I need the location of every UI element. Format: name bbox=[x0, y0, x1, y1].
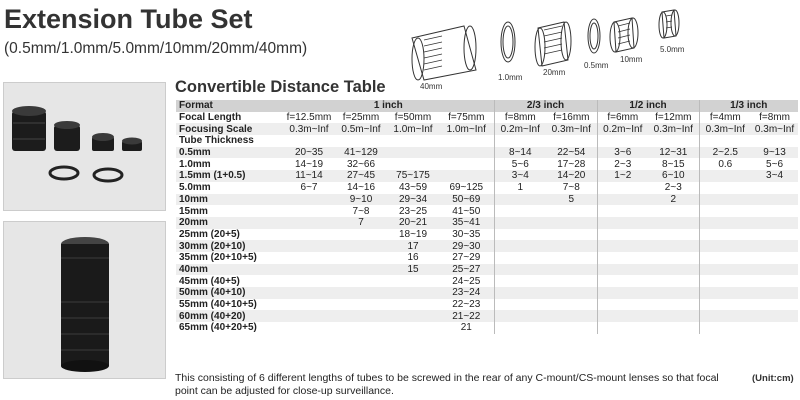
table-cell bbox=[648, 322, 699, 334]
table-cell bbox=[751, 264, 798, 276]
table-cell bbox=[283, 322, 335, 334]
tube-20mm-drawing bbox=[535, 22, 571, 66]
tube-thickness-label: Tube Thickness bbox=[179, 135, 254, 147]
table-cell bbox=[283, 205, 335, 217]
table-cell: 20~21 bbox=[387, 217, 439, 229]
table-row bbox=[176, 217, 798, 229]
table-cell: 30~35 bbox=[452, 228, 481, 240]
table-cell bbox=[283, 299, 335, 311]
table-cell bbox=[335, 229, 387, 241]
table-cell bbox=[597, 229, 648, 241]
focusing-scale-cell: 0.3m~Inf bbox=[751, 123, 798, 135]
table-row bbox=[176, 147, 798, 159]
table-cell: 5 bbox=[546, 194, 597, 206]
table-cell bbox=[494, 194, 546, 206]
table-cell bbox=[494, 299, 546, 311]
product-photo-assembled-tube bbox=[3, 221, 166, 379]
table-cell: 12~31 bbox=[648, 147, 699, 159]
table-cell bbox=[751, 275, 798, 287]
table-cell: 2 bbox=[648, 194, 699, 206]
row-label: 35mm (20+10+5) bbox=[179, 252, 257, 264]
table-cell: 25~27 bbox=[439, 264, 494, 276]
table-cell bbox=[335, 264, 387, 276]
unit-label: (Unit:cm) bbox=[752, 373, 794, 384]
table-cell bbox=[597, 240, 648, 252]
focal-length-cell: f=25mm bbox=[342, 112, 380, 124]
table-cell: 7 bbox=[335, 217, 387, 229]
table-row bbox=[176, 205, 798, 217]
table-cell: 2~2.5 bbox=[699, 147, 751, 159]
table-cell bbox=[546, 240, 597, 252]
table-cell: 23~25 bbox=[398, 205, 428, 217]
table-cell bbox=[597, 182, 648, 194]
table-cell bbox=[597, 275, 648, 287]
table-cell: 17 bbox=[387, 240, 439, 252]
table-cell bbox=[699, 240, 751, 252]
diagram-label: 5.0mm bbox=[660, 45, 685, 54]
format-group: 1 inch bbox=[283, 100, 494, 112]
table-cell bbox=[648, 229, 699, 241]
table-cell: 20~35 bbox=[283, 147, 335, 159]
table-cell bbox=[335, 287, 387, 299]
table-row bbox=[176, 240, 798, 252]
table-cell bbox=[546, 322, 597, 334]
tube-image bbox=[122, 138, 142, 152]
table-cell: 3~4 bbox=[751, 170, 798, 182]
table-cell: 29~34 bbox=[387, 194, 439, 206]
table-cell bbox=[387, 299, 439, 311]
table-cell bbox=[387, 275, 439, 287]
table-cell bbox=[283, 217, 335, 229]
table-cell bbox=[546, 217, 597, 229]
table-cell bbox=[546, 205, 597, 217]
table-cell bbox=[699, 229, 751, 241]
table-cell: 14~16 bbox=[346, 182, 376, 194]
table-cell bbox=[439, 158, 494, 170]
table-cell bbox=[699, 275, 751, 287]
page-title: Extension Tube Set bbox=[4, 4, 253, 34]
table-title: Convertible Distance Table bbox=[175, 78, 386, 96]
table-cell bbox=[283, 229, 335, 241]
table-cell: 5~6 bbox=[766, 158, 784, 170]
table-cell: 32~66 bbox=[346, 158, 376, 170]
table-row bbox=[176, 158, 798, 170]
tube-size-diagram bbox=[398, 0, 800, 90]
table-cell bbox=[751, 310, 798, 322]
table-cell bbox=[699, 205, 751, 217]
table-cell: 1~2 bbox=[597, 170, 648, 182]
table-cell bbox=[751, 287, 798, 299]
format-group: 1/2 inch bbox=[597, 100, 699, 112]
table-cell bbox=[699, 287, 751, 299]
table-row bbox=[176, 194, 798, 206]
row-label: 0.5mm bbox=[176, 147, 283, 159]
product-photo-tube-set bbox=[3, 82, 166, 211]
table-cell bbox=[283, 287, 335, 299]
table-cell bbox=[597, 322, 648, 334]
focusing-scale-label: Focusing Scale bbox=[176, 123, 283, 135]
table-cell bbox=[751, 182, 798, 194]
table-cell bbox=[494, 310, 546, 322]
table-cell: 6~7 bbox=[300, 182, 318, 194]
focusing-scale-cell: 0.5m~Inf bbox=[335, 123, 387, 135]
table-cell bbox=[597, 205, 648, 217]
table-cell: 17~28 bbox=[557, 158, 586, 170]
table-cell: 43~59 bbox=[398, 182, 428, 194]
table-cell bbox=[283, 310, 335, 322]
table-cell bbox=[597, 194, 648, 206]
table-cell bbox=[546, 264, 597, 276]
table-cell bbox=[283, 252, 335, 264]
table-cell: 22~23 bbox=[452, 299, 481, 311]
table-cell bbox=[335, 299, 387, 311]
focal-length-cell: f=6mm bbox=[597, 112, 648, 124]
table-row bbox=[176, 264, 798, 276]
table-cell bbox=[751, 194, 798, 206]
table-cell bbox=[546, 310, 597, 322]
table-cell bbox=[751, 322, 798, 334]
format-group: 1/3 inch bbox=[699, 100, 798, 112]
diagram-label: 0.5mm bbox=[584, 61, 609, 70]
diagram-label: 10mm bbox=[620, 55, 643, 64]
tube-image bbox=[92, 133, 114, 151]
focal-length-cell: f=8mm bbox=[494, 112, 546, 124]
table-cell bbox=[699, 217, 751, 229]
table-cell bbox=[387, 147, 439, 159]
table-cell: 50~69 bbox=[439, 194, 494, 206]
table-row bbox=[176, 229, 798, 241]
table-cell bbox=[494, 264, 546, 276]
page-subtitle: (0.5mm/1.0mm/5.0mm/10mm/20mm/40mm) bbox=[4, 40, 308, 57]
table-cell bbox=[494, 217, 546, 229]
table-cell: 24~25 bbox=[452, 275, 481, 287]
table-cell: 14~20 bbox=[546, 170, 597, 182]
diagram-label: 40mm bbox=[420, 82, 443, 90]
table-cell bbox=[439, 147, 494, 159]
table-cell: 7~8 bbox=[562, 182, 580, 194]
table-cell bbox=[699, 322, 751, 334]
table-cell bbox=[335, 252, 387, 264]
focusing-scale-cell: 1.0m~Inf bbox=[387, 123, 439, 135]
focusing-scale-cell: 1.0m~Inf bbox=[439, 123, 494, 135]
table-cell bbox=[751, 205, 798, 217]
focusing-scale-cell: 0.3m~Inf bbox=[648, 123, 699, 135]
format-label: Format bbox=[176, 100, 283, 112]
table-cell bbox=[648, 299, 699, 311]
table-cell: 5~6 bbox=[494, 158, 546, 170]
table-cell: 69~125 bbox=[449, 182, 484, 194]
focal-length-cell: f=4mm bbox=[699, 112, 751, 124]
table-cell: 0.6 bbox=[699, 158, 751, 170]
ring-1mm-drawing bbox=[501, 22, 515, 62]
row-label: 55mm (40+10+5) bbox=[179, 299, 257, 311]
table-cell bbox=[283, 240, 335, 252]
table-cell: 6~10 bbox=[648, 170, 699, 182]
table-cell bbox=[751, 229, 798, 241]
table-cell bbox=[751, 217, 798, 229]
focal-length-cell: f=8mm bbox=[759, 112, 790, 124]
table-cell bbox=[648, 252, 699, 264]
row-label: 40mm bbox=[176, 264, 283, 276]
table-cell bbox=[648, 240, 699, 252]
table-cell bbox=[283, 275, 335, 287]
focal-length-cell: f=50mm bbox=[394, 112, 432, 124]
table-cell: 22~54 bbox=[546, 147, 597, 159]
format-group: 2/3 inch bbox=[494, 100, 597, 112]
table-cell bbox=[648, 217, 699, 229]
table-cell: 23~24 bbox=[439, 287, 494, 299]
table-cell bbox=[335, 240, 387, 252]
table-cell bbox=[597, 287, 648, 299]
focal-length-cell: f=16mm bbox=[553, 112, 590, 124]
table-cell: 9~10 bbox=[335, 194, 387, 206]
table-cell: 27~45 bbox=[335, 170, 387, 182]
table-cell bbox=[283, 264, 335, 276]
table-cell: 7~8 bbox=[352, 205, 370, 217]
table-cell bbox=[387, 287, 439, 299]
row-label: 45mm (40+5) bbox=[179, 275, 240, 287]
table-cell bbox=[546, 229, 597, 241]
row-label: 60mm (40+20) bbox=[176, 310, 283, 322]
row-label: 1.5mm (1+0.5) bbox=[176, 170, 283, 182]
tube-image bbox=[12, 106, 46, 151]
table-cell bbox=[494, 322, 546, 334]
focal-length-cell: f=75mm bbox=[448, 112, 485, 124]
focusing-scale-row bbox=[176, 123, 798, 135]
table-cell bbox=[751, 252, 798, 264]
focal-length-row bbox=[176, 112, 798, 124]
row-label: 10mm bbox=[176, 194, 283, 206]
row-label: 65mm (40+20+5) bbox=[179, 322, 257, 334]
table-cell: 29~30 bbox=[439, 240, 494, 252]
table-cell: 9~13 bbox=[751, 147, 798, 159]
table-row bbox=[176, 310, 798, 322]
table-cell: 35~41 bbox=[439, 217, 494, 229]
table-cell bbox=[699, 299, 751, 311]
focusing-scale-cell: 0.3m~Inf bbox=[699, 123, 751, 135]
table-cell bbox=[494, 252, 546, 264]
table-cell bbox=[648, 275, 699, 287]
format-row bbox=[176, 100, 798, 112]
table-cell: 3~6 bbox=[597, 147, 648, 159]
table-cell bbox=[648, 310, 699, 322]
table-cell bbox=[387, 322, 439, 334]
table-cell bbox=[546, 287, 597, 299]
table-cell bbox=[335, 275, 387, 287]
ring-05mm-drawing bbox=[588, 19, 600, 53]
distance-table bbox=[176, 100, 798, 334]
table-cell bbox=[546, 299, 597, 311]
table-cell: 11~14 bbox=[283, 170, 335, 182]
table-row bbox=[176, 252, 798, 264]
table-cell bbox=[751, 299, 798, 311]
tube-thickness-row bbox=[176, 135, 798, 147]
row-label: 20mm bbox=[176, 217, 283, 229]
footnote: This consisting of 6 different lengths of tubes to be screwed in the rear of any C-mount/CS-mount lenses so that focal point can be adjusted for close-up surveillance. bbox=[175, 372, 719, 397]
table-cell: 8~15 bbox=[662, 158, 685, 170]
table-cell bbox=[387, 310, 439, 322]
table-cell bbox=[546, 275, 597, 287]
table-row bbox=[176, 287, 798, 299]
table-cell bbox=[699, 194, 751, 206]
table-row bbox=[176, 299, 798, 311]
table-cell: 21 bbox=[460, 322, 472, 334]
table-cell bbox=[546, 252, 597, 264]
table-cell bbox=[597, 252, 648, 264]
table-cell bbox=[597, 310, 648, 322]
table-cell bbox=[494, 205, 546, 217]
table-cell: 2~3 bbox=[597, 158, 648, 170]
focusing-scale-cell: 0.3m~Inf bbox=[283, 123, 335, 135]
table-cell bbox=[283, 194, 335, 206]
table-cell: 75~175 bbox=[387, 170, 439, 182]
table-cell: 14~19 bbox=[294, 158, 324, 170]
row-label: 30mm (20+10) bbox=[176, 240, 283, 252]
table-cell bbox=[648, 287, 699, 299]
table-row bbox=[176, 182, 798, 194]
focal-length-cell: f=12.5mm bbox=[286, 112, 332, 124]
focusing-scale-cell: 0.2m~Inf bbox=[494, 123, 546, 135]
row-label: 5.0mm bbox=[179, 182, 211, 194]
table-cell bbox=[597, 264, 648, 276]
table-row bbox=[176, 275, 798, 287]
table-cell bbox=[699, 170, 751, 182]
table-cell bbox=[699, 310, 751, 322]
table-cell bbox=[751, 240, 798, 252]
table-row bbox=[176, 322, 798, 334]
row-label: 50mm (40+10) bbox=[176, 287, 283, 299]
table-cell: 21~22 bbox=[439, 310, 494, 322]
table-cell: 16 bbox=[407, 252, 419, 264]
table-row bbox=[176, 170, 798, 182]
table-cell: 3~4 bbox=[494, 170, 546, 182]
focal-length-label: Focal Length bbox=[179, 112, 242, 124]
table-cell: 41~129 bbox=[335, 147, 387, 159]
assembled-tube-image bbox=[61, 237, 109, 372]
table-cell bbox=[494, 229, 546, 241]
table-cell bbox=[439, 170, 494, 182]
focusing-scale-cell: 0.3m~Inf bbox=[546, 123, 597, 135]
table-cell bbox=[699, 264, 751, 276]
focal-length-cell: f=12mm bbox=[655, 112, 692, 124]
table-cell bbox=[494, 275, 546, 287]
table-cell bbox=[335, 310, 387, 322]
table-cell: 15 bbox=[387, 264, 439, 276]
table-cell: 8~14 bbox=[494, 147, 546, 159]
table-cell bbox=[494, 240, 546, 252]
table-cell: 41~50 bbox=[452, 205, 481, 217]
table-cell bbox=[648, 205, 699, 217]
tube-10mm-drawing bbox=[610, 18, 638, 52]
table-cell bbox=[597, 217, 648, 229]
table-cell bbox=[699, 182, 751, 194]
focusing-scale-cell: 0.2m~Inf bbox=[597, 123, 648, 135]
tube-image bbox=[54, 121, 80, 151]
row-label: 25mm (20+5) bbox=[179, 228, 240, 240]
row-label: 1.0mm bbox=[179, 158, 211, 170]
table-cell: 1 bbox=[494, 182, 546, 194]
table-cell bbox=[597, 299, 648, 311]
table-cell bbox=[699, 252, 751, 264]
table-cell bbox=[648, 264, 699, 276]
row-label: 15mm bbox=[179, 205, 208, 217]
table-cell: 2~3 bbox=[664, 182, 682, 194]
table-cell bbox=[494, 287, 546, 299]
table-cell bbox=[387, 158, 439, 170]
diagram-label: 20mm bbox=[543, 68, 566, 77]
table-cell bbox=[335, 322, 387, 334]
table-cell: 27~29 bbox=[452, 252, 481, 264]
tube-5mm-drawing bbox=[659, 10, 679, 38]
tube-40mm-drawing bbox=[412, 26, 476, 80]
table-cell: 18~19 bbox=[398, 228, 428, 240]
diagram-label: 1.0mm bbox=[498, 73, 523, 82]
